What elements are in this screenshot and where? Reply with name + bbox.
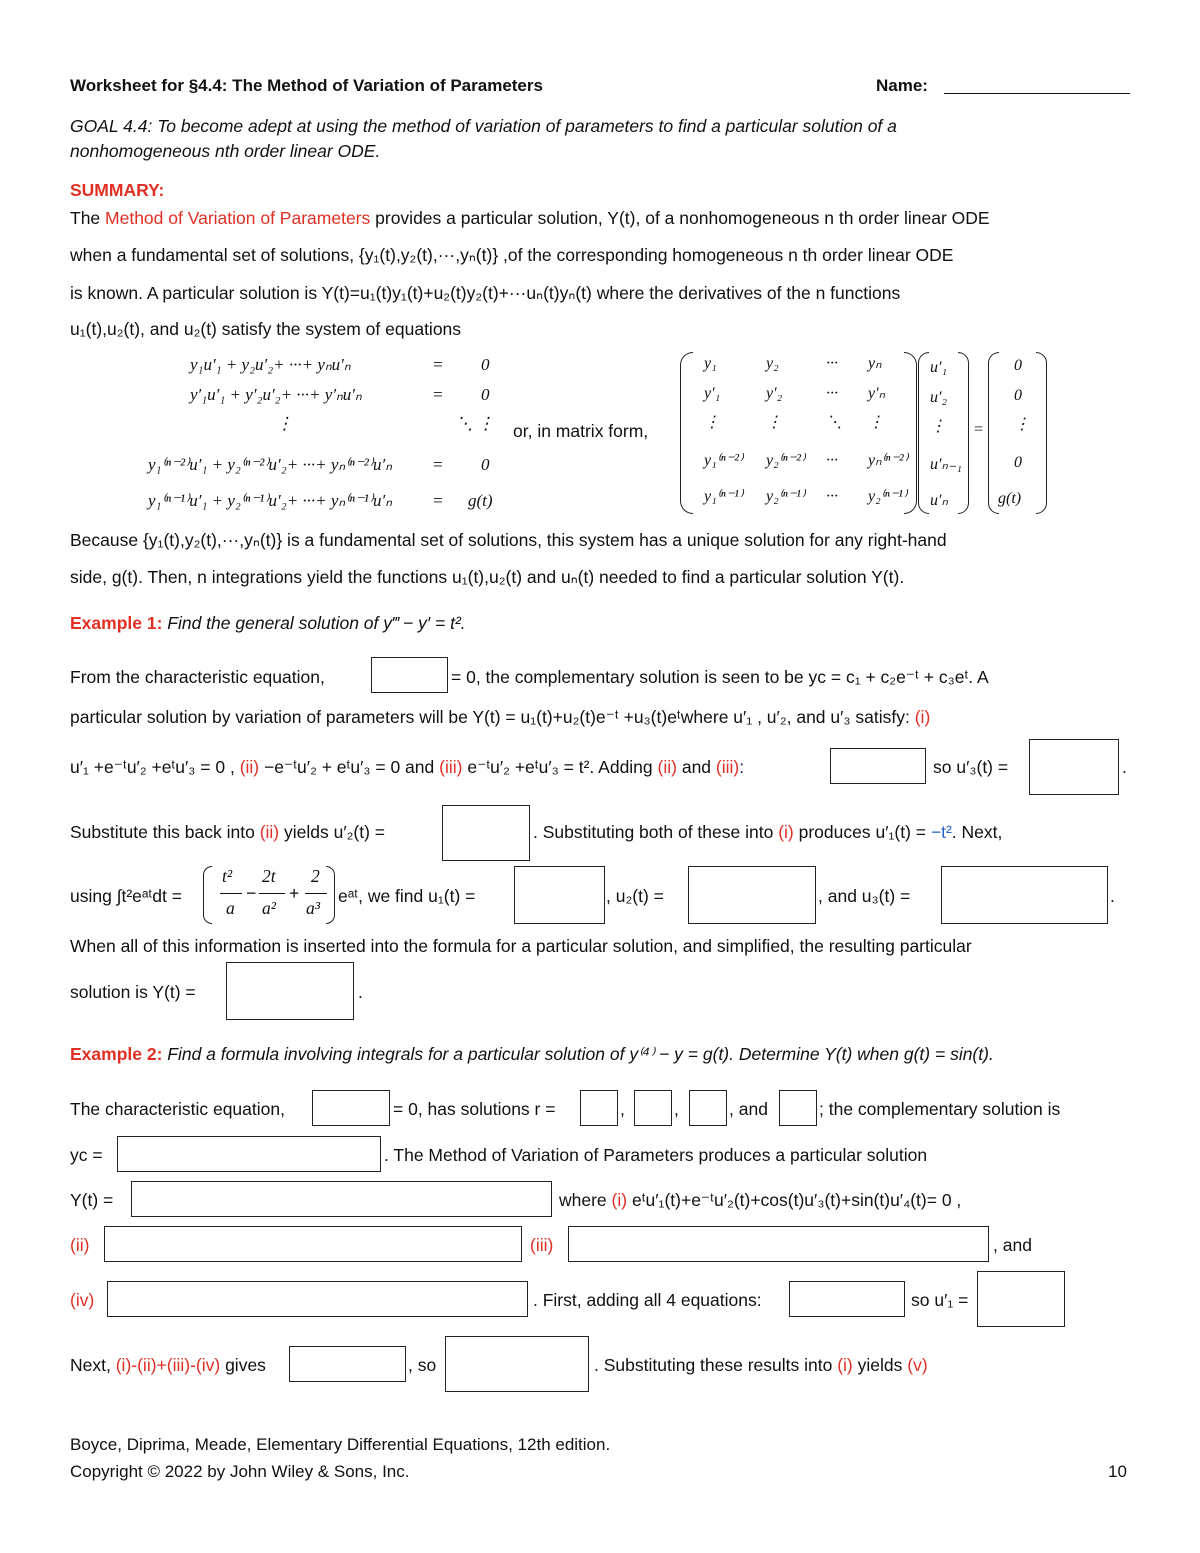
matrix-left-paren [680, 352, 693, 514]
frac-3-numerator: 2 [311, 866, 320, 886]
so-text: , so [408, 1355, 437, 1375]
u1-prime-value: −t² [930, 822, 952, 842]
frac-2-denominator: a² [262, 898, 276, 918]
matrix-cell: y₁⁽ⁿ⁻¹⁾ [704, 488, 743, 505]
root-2-box[interactable] [634, 1090, 672, 1126]
eq-ref-i: (i) [837, 1355, 853, 1375]
summary-text: provides a particular solution, Y(t), of a nonhomogeneous n th order linear ODE [375, 208, 990, 228]
vector-rhs-left-paren [988, 352, 999, 514]
example-2-label: Example 2: [70, 1044, 163, 1064]
eq-ii: −e⁻ᵗu′₂ + eᵗu′₃ = 0 and [264, 757, 435, 777]
matrix-cell: ··· [826, 488, 838, 505]
matrix-cell: y₁⁽ⁿ⁻²⁾ [704, 452, 743, 469]
root-1-box[interactable] [580, 1090, 618, 1126]
ex2-line-1b: = 0, has solutions r = [393, 1099, 556, 1119]
ex1-line-4a [70, 822, 385, 842]
integral-left-paren [203, 866, 212, 924]
matrix-form-label: or, in matrix form, [513, 421, 649, 441]
frac-2-numerator: 2t [262, 866, 276, 886]
system-row-4: y₁⁽ⁿ⁻²⁾u′₁ + y₂⁽ⁿ⁻²⁾u′₂+ ···+ yₙ⁽ⁿ⁻²⁾u′ₙ [148, 455, 392, 474]
matrix-cell: ··· [826, 385, 838, 402]
ex2-line-6a [70, 1355, 266, 1375]
frac-3-bar [305, 893, 327, 894]
eq-ref-iii: (iii) [715, 757, 740, 777]
matrix-cell: y₂ [766, 355, 779, 372]
rhs-vector-cell: ⋮ [1014, 416, 1030, 433]
Y-label: Y(t) = [70, 1190, 114, 1210]
particular-solution-label: solution is Y(t) = [70, 982, 196, 1002]
u3-label: , and u₃(t) = [818, 886, 911, 906]
ex1-line-4b [533, 822, 1002, 842]
period: . [1110, 886, 1115, 906]
u2-prime-label: yields u′₂(t) = [284, 822, 386, 842]
sum-all-box[interactable] [789, 1281, 905, 1317]
vector-u-right-paren [958, 352, 969, 514]
vector-rhs-right-paren [1036, 352, 1047, 514]
minus-sign: − [246, 883, 257, 903]
ex2-text: . Substituting these results into [594, 1355, 833, 1375]
matrix-cell: y₂⁽ⁿ⁻¹⁾ [868, 488, 907, 505]
eq-ref-v: (v) [907, 1355, 928, 1375]
because-line-2: side, g(t). Then, n integrations yield the functions u₁(t),u₂(t) and uₙ(t) needed to find a particular solution Y(t). [70, 567, 905, 587]
matrix-cell: y₂⁽ⁿ⁻¹⁾ [766, 488, 805, 505]
ex2-line-1c: ; the complementary solution is [819, 1099, 1061, 1119]
example-1-prompt: Find the general solution of y‴ − y′ = t². [167, 613, 466, 633]
system-rhs: ⋱ ⋮ [456, 414, 495, 433]
integral-formula-label: using ∫t²eᵃᵗdt = [70, 886, 182, 906]
eq-i: u′₁ +e⁻ᵗu′₂ +eᵗu′₃ = 0 , [70, 757, 235, 777]
ex1-text: . Next, [951, 822, 1003, 842]
eq-iii: e⁻ᵗu′₂ +eᵗu′₃ = t². Adding [467, 757, 653, 777]
u-vector-cell: u′ₙ₋₁ [930, 456, 962, 473]
period: . [1122, 757, 1127, 777]
because-line-1: Because {y₁(t),y₂(t),···,yₙ(t)} is a fundamental set of solutions, this system has a unique solution for any right-hand [70, 530, 947, 550]
example-2-prompt: Find a formula involving integrals for a particular solution of y⁽⁴⁾ − y = g(t). Determine Y(t) when g(t) = sin(t). [167, 1044, 994, 1064]
next-text: Next, [70, 1355, 111, 1375]
eq-ref-i: (i) [778, 822, 794, 842]
u-vector-cell: u′₁ [930, 359, 948, 376]
ex2-line-2b: . The Method of Variation of Parameters produces a particular solution [384, 1145, 928, 1165]
u-vector-cell: u′₂ [930, 389, 948, 406]
summary-heading: SUMMARY: [70, 180, 165, 200]
matrix-cell: y′₂ [766, 385, 783, 402]
matrix-equals: = [974, 421, 984, 438]
u-vector-cell: u′ₙ [930, 492, 948, 509]
rhs-vector-cell: g(t) [998, 490, 1022, 507]
ex1-line-3 [70, 757, 744, 777]
u1-prime-label: so u′₁ = [911, 1290, 969, 1310]
eq-ref-ii: (ii) [259, 822, 280, 842]
matrix-cell: y′ₙ [868, 385, 885, 402]
ex1-line-1a: From the characteristic equation, [70, 667, 325, 687]
integral-right-paren [326, 866, 335, 924]
u1-prime-box[interactable] [977, 1271, 1065, 1327]
frac-1-denominator: a [226, 898, 235, 918]
ex2-line-5a: . First, adding all 4 equations: [533, 1290, 762, 1310]
system-eq: = [432, 355, 444, 374]
summary-line-2: when a fundamental set of solutions, {y₁(t),y₂(t),···,yₙ(t)} ,of the corresponding homogeneous n th order linear ODE [70, 245, 954, 265]
and-text: and [681, 757, 712, 777]
ex1-text: Substitute this back into [70, 822, 255, 842]
ex2-line-1a: The characteristic equation, [70, 1099, 285, 1119]
system-rhs: 0 [481, 455, 490, 474]
ex1-line-2-text: particular solution by variation of parameters will be Y(t) = u₁(t)+u₂(t)e⁻ᵗ +u₃(t)eᵗwhere u′₁ , u′₂, and u′₃ satisfy: [70, 707, 910, 727]
matrix-cell: y′₁ [704, 385, 721, 402]
rhs-vector-cell: 0 [1014, 387, 1022, 404]
matrix-cell: yₙ⁽ⁿ⁻²⁾ [868, 452, 908, 469]
particular-solution-form-box[interactable] [131, 1181, 552, 1217]
ex2-line-6b [594, 1355, 928, 1375]
where-text: where [559, 1190, 607, 1210]
u3-box[interactable] [941, 866, 1108, 924]
eq-ref-iv: (iv) [70, 1290, 95, 1310]
period: . [358, 982, 363, 1002]
eq-i: eᵗu′₁(t)+e⁻ᵗu′₂(t)+cos(t)u′₃(t)+sin(t)u′₄(t)= 0 , [631, 1190, 962, 1210]
yields-text: yields [857, 1355, 903, 1375]
system-eq: = [432, 455, 444, 474]
complementary-solution-box[interactable] [117, 1136, 381, 1172]
summary-line-1 [70, 208, 990, 228]
plus-sign: + [289, 883, 300, 903]
characteristic-eq-box[interactable] [312, 1090, 390, 1126]
matrix-cell: y₁ [704, 355, 717, 372]
u2-prime-box[interactable] [442, 805, 530, 861]
characteristic-eq-box[interactable] [371, 657, 448, 693]
frac-3-denominator: a³ [306, 898, 320, 918]
matrix-cell: ⋮ [704, 414, 720, 431]
name-field[interactable] [944, 93, 1130, 94]
system-row-1: y₁u′₁ + y₂u′₂+ ···+ yₙu′ₙ [190, 355, 351, 374]
summary-line-3: is known. A particular solution is Y(t)=u₁(t)y₁(t)+u₂(t)y₂(t)+···uₙ(t)yₙ(t) where the derivatives of the n functions [70, 283, 901, 303]
sum-ii-iii-box[interactable] [830, 748, 926, 784]
worksheet-title: Worksheet for §4.4: The Method of Variation of Parameters [70, 76, 543, 95]
gives-text: gives [225, 1355, 266, 1375]
root-3-box[interactable] [689, 1090, 727, 1126]
system-rhs: g(t) [468, 491, 493, 510]
matrix-cell: ⋱ [826, 414, 842, 431]
u-vector-cell: ⋮ [930, 418, 946, 435]
summary-text: The [70, 208, 101, 228]
u2-box[interactable] [688, 866, 816, 924]
matrix-cell: yₙ [868, 355, 882, 372]
ex1-line-6: When all of this information is inserted into the formula for a particular solution, and simplified, the resulting particular [70, 936, 972, 956]
matrix-cell: ··· [826, 355, 838, 372]
system-row-3: ⋮ [276, 414, 293, 433]
matrix-cell: ⋮ [868, 414, 884, 431]
and-text: , and [993, 1235, 1032, 1255]
example-2-heading [70, 1044, 994, 1064]
eq-ii-box[interactable] [104, 1226, 522, 1262]
u3-prime-label: so u′₃(t) = [933, 757, 1009, 777]
combination-ref: (i)-(ii)+(iii)-(iv) [115, 1355, 221, 1375]
frac-1-numerator: t² [222, 866, 233, 886]
vector-u-left-paren [918, 352, 929, 514]
eq-ref-i: (i) [611, 1190, 628, 1210]
and-text: , and [729, 1099, 768, 1119]
matrix-cell: y₂⁽ⁿ⁻²⁾ [766, 452, 805, 469]
yc-label: yc = [70, 1145, 103, 1165]
rhs-vector-cell: 0 [1014, 454, 1022, 471]
ex1-text: . Substituting both of these into [533, 822, 774, 842]
ex1-line-1b: = 0, the complementary solution is seen to be yc = c₁ + c₂e⁻ᵗ + c₃eᵗ. A [451, 667, 989, 687]
matrix-cell: ⋮ [766, 414, 782, 431]
colon: : [739, 757, 745, 777]
system-rhs: 0 [481, 355, 490, 374]
u1-prime-label: produces u′₁(t) = [798, 822, 926, 842]
frac-1-bar [220, 893, 242, 894]
page-number: 10 [1108, 1462, 1127, 1481]
eq-ref-i: (i) [914, 707, 931, 727]
eq-ref-ii: (ii) [70, 1235, 90, 1255]
method-name: Method of Variation of Parameters [105, 208, 371, 228]
example-1-label: Example 1: [70, 613, 163, 633]
u1-label: eᵃᵗ, we find u₁(t) = [338, 886, 476, 906]
goal-line-2: nonhomogeneous nth order linear ODE. [70, 141, 381, 161]
u1-box[interactable] [514, 866, 605, 924]
comma: , [620, 1099, 625, 1119]
u2-label: , u₂(t) = [606, 886, 664, 906]
ex1-line-2 [70, 707, 930, 727]
footer-citation: Boyce, Diprima, Meade, Elementary Differential Equations, 12th edition. [70, 1435, 611, 1454]
combination-solution-box[interactable] [445, 1336, 589, 1392]
footer-copyright: Copyright © 2022 by John Wiley & Sons, Inc. [70, 1462, 410, 1481]
ex2-line-3 [559, 1190, 961, 1210]
eq-ref-ii: (ii) [657, 757, 677, 777]
eq-iv-box[interactable] [107, 1281, 528, 1317]
comma: , [674, 1099, 679, 1119]
eq-ref-iii: (iii) [439, 757, 463, 777]
rhs-vector-cell: 0 [1014, 357, 1022, 374]
system-rhs: 0 [481, 385, 490, 404]
name-label: Name: [876, 76, 928, 95]
system-row-5: y₁⁽ⁿ⁻¹⁾u′₁ + y₂⁽ⁿ⁻¹⁾u′₂+ ···+ yₙ⁽ⁿ⁻¹⁾u′ₙ [148, 491, 392, 510]
system-eq: = [432, 491, 444, 510]
eq-ref-ii: (ii) [239, 757, 260, 777]
frac-2-bar [259, 893, 285, 894]
summary-line-4: u₁(t),u₂(t), and u₂(t) satisfy the system of equations [70, 319, 462, 339]
example-1-heading [70, 613, 466, 633]
matrix-cell: ··· [826, 452, 838, 469]
combination-result-box[interactable] [289, 1346, 406, 1382]
eq-iii-box[interactable] [568, 1226, 989, 1262]
goal-line-1: GOAL 4.4: To become adept at using the method of variation of parameters to find a particular solution of a [70, 116, 897, 136]
system-eq: = [432, 385, 444, 404]
eq-ref-iii: (iii) [530, 1235, 554, 1255]
root-4-box[interactable] [779, 1090, 817, 1126]
system-row-2: y′₁u′₁ + y′₂u′₂+ ···+ y′ₙu′ₙ [190, 385, 362, 404]
particular-solution-box[interactable] [226, 962, 354, 1020]
u3-prime-box[interactable] [1029, 739, 1119, 795]
